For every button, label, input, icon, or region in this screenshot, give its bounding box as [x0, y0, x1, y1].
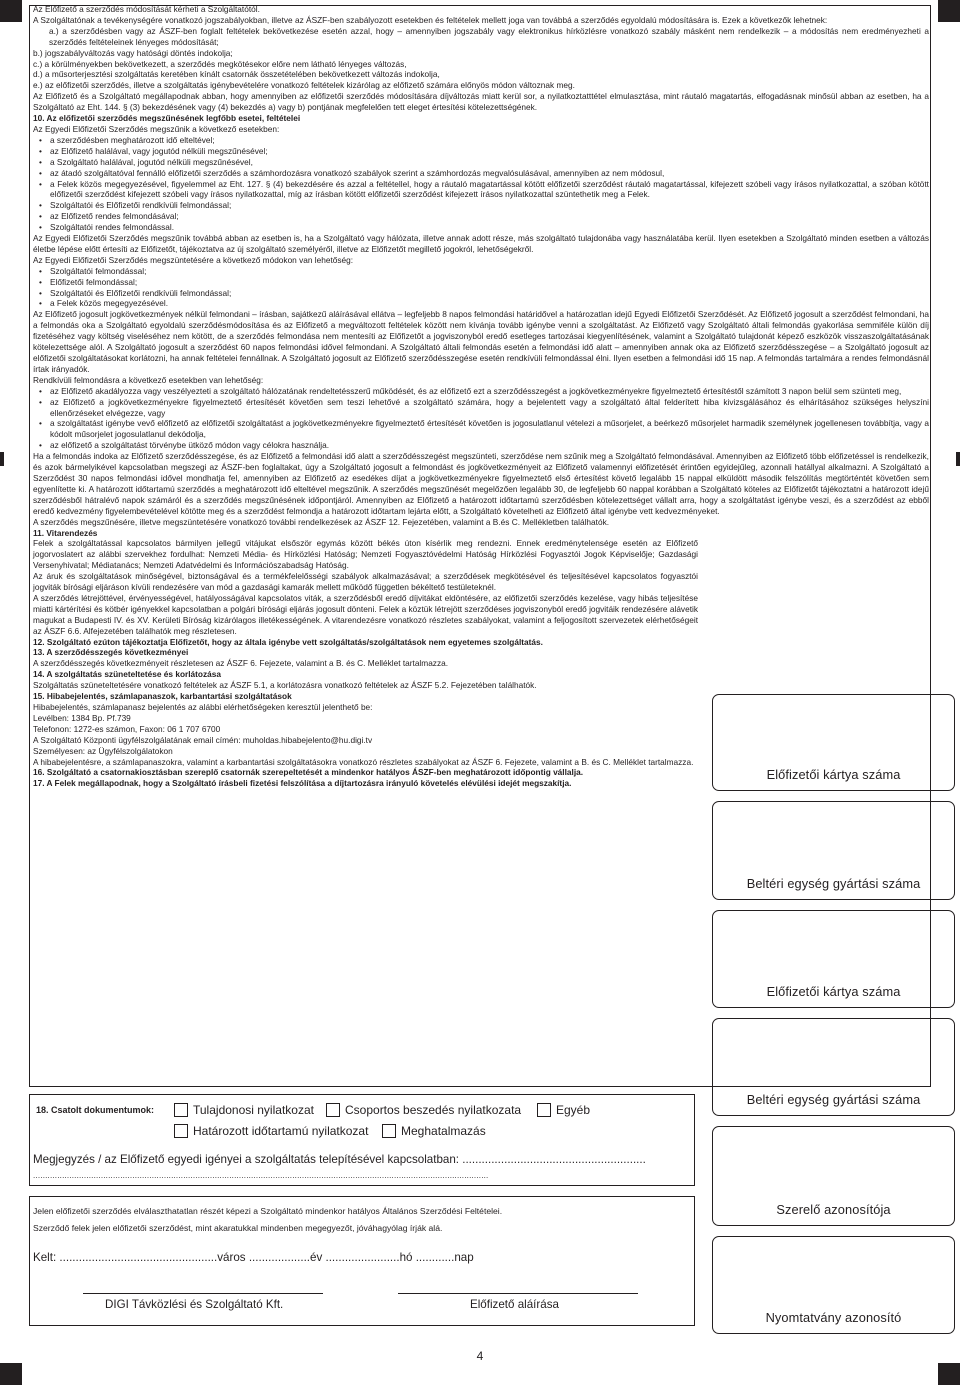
paragraph: A hibabejelentésre, a számlapanaszokra, valamint a karbantartási szolgáltatásokra vonatkozó részletes szabályokat az ÁSZF 6. Fejezete, valamint a B. és C. Melléklet tartalmazza.: [33, 756, 694, 767]
paragraph: Ha a felmondás indoka az Előfizető szerződésszegése, és az Előfizető a felmondási idő alatt a szerződésszegést megszünteti, szerződése nem szűnik meg a Szolgáltató felmondásával. Amennyiben az Előfizető több előfizetéssel is rendelkezik, és azok bármelyikével kapcsolatban megszegi az ÁSZF-ben foglaltakat, úgy a Szolgáltató jogosult a felmondást és jogkövetkezményeit az Előfizető valamennyi előfizetését érintően egyidejűleg, azonnali hatállyal alkalmazni. A Szolgáltató a Szerződést 30 napos felmondási idővel mondhatja fel, amennyiben az Előfizető az esedékes díjat a jogkövetkezményekre figyelmeztető első értesítést követő legalább 15 nappal elküldött második felszólítás megtörténtét követően sem egyenlítette ki. A határozott időtartamú szerződés a meghatározott idő elteltével megszűnik. A szerződés megszűnését megelőzően legalább 30, de legfeljebb 60 nappal korábban a Szolgáltató köteles az Előfizetőt tájékoztatni a határozott idejű szerződésből hátralévő napok számáról és a szerződés megszűnésének időpontjáról. Amennyiben az Előfizető a határozott időtartamú szerződésben kötelezettséget vállalt arra, hogy a szolgáltatást igénybe veszi, és a szerződést az ebből eredő kedvezmény figyelembevételével kötötte meg és a szerződést felmondja a határozott időtartam lejárta előtt, a Szolgáltató követelheti az Előfizető által igénybe vett kedvezményeket.: [33, 451, 929, 516]
list-item: • Szolgáltatói és Előfizetői rendkívüli felmondással;: [33, 288, 929, 299]
narrow-column: [33, 517, 698, 790]
contract-body: [33, 4, 929, 789]
paragraph: Az áruk és szolgáltatások minőségével, biztonságával és a termékfelelősségi szabályok alkalmazásával; a szerződések megkötésével és teljesítésével kapcsolatos fogyasztói jogviták bírósági eljáráson kívüli rendezésére van mód a gazdasági kamarák mellett működő független békéltető testületeknél.: [33, 571, 698, 593]
section-heading: 11. Vitarendezés: [33, 527, 98, 538]
agreement-notice: Szerződő felek jelen előfizetői szerződést, mint akaratukkal mindenben megegyezőt, jóváhagyólag írják alá.: [33, 1223, 443, 1233]
list-item: • a szolgáltatást igénybe vevő előfizető az előfizetői szolgáltatást a jogkövetkezményekre figyelmeztető értesítését követően is jogosulatlanul vételezi a műsorjelet, a beérkező műsorjelet harmadik személynek jogellenesen továbbítja, vagy a kódolt műsorjelet jogosulatlanul dekódolja,: [33, 418, 929, 440]
section-heading: 13. A szerződésszegés következményei: [33, 647, 189, 658]
checkbox-label: Egyéb: [556, 1103, 591, 1117]
section-heading: 15. Hibabejelentés, számlapanaszok, karbantartási szolgáltatások: [33, 691, 292, 702]
box-label: Szerelő azonosítója: [776, 1202, 891, 1217]
list-item: • az Előfizető rendes felmondásával;: [33, 211, 929, 222]
list-item: • az előfizető a szolgáltatást törvénybe ütköző módon vagy célokra használja.: [33, 440, 929, 451]
paragraph: A szerződés megszűnésére, illetve megszüntetésére vonatkozó további rendelkezések az ÁSZF 12. Fejezetében, valamint a B.és C. Mellékletben találhatók.: [33, 516, 610, 527]
attached-documents-title: 18. Csatolt dokumentumok:: [36, 1105, 155, 1115]
clause-a: a.) a szerződésben vagy az ÁSZF-ben foglalt feltételek bekövetkezése esetén azzal, hogy – amennyiben jogszabály vagy elektronikus hírközlésre vonatkozó szabály másként nem rendelkezik – a módosítás nem eredményezheti a szerződés feltételeinek lényeges módosítását;: [49, 25, 929, 47]
list-item: • az Előfizető halálával, vagy jogutód nélküli megszűnésével;: [33, 146, 929, 157]
paragraph: Az Előfizető a szerződés módosítását kérheti a Szolgáltatótól.: [33, 4, 260, 14]
asz-notice: Jelen előfizetői szerződés elválaszthatatlan részét képezi a Szolgáltató mindenkor hatályos Általános Szerződési Feltételei.: [33, 1206, 503, 1216]
installation-note-field[interactable]: Megjegyzés / az Előfizető egyedi igényei a szolgáltatás telepítésével kapcsolatban: .........................................................: [33, 1153, 646, 1166]
registration-mark-top-right: [938, 0, 960, 22]
paragraph: Az Egyedi Előfizetői Szerződés megszüntetésére a következő módokon van lehetőség:: [33, 254, 354, 265]
set-top-box-serial-box[interactable]: [712, 801, 955, 900]
ownership-declaration-checkbox[interactable]: [174, 1103, 188, 1117]
attached-documents-box: [29, 1094, 695, 1186]
other-checkbox[interactable]: [537, 1103, 551, 1117]
clause-c: c.) a körülményekben bekövetkezett, a szerződés megkötésekor előre nem látható lényeges változás,: [33, 58, 407, 69]
section-heading: 16. Szolgáltató a csatornakiosztásban szereplő csatornák szerepeltetését a mindenkor hatályos ÁSZF-ben meghatározott időpontig vállalja.: [33, 767, 584, 778]
paragraph: A Szolgáltató Központi ügyfélszolgálatának email címén: muholdas.hibabejelento@hu.digi.tv: [33, 734, 373, 745]
clause-b: b.) jogszabályváltozás vagy hatósági döntés indokolja;: [33, 47, 233, 58]
installation-note-line[interactable]: ............................................................................................................................................................................................: [33, 1171, 489, 1180]
paragraph: Az Egyedi Előfizetői Szerződés megszűnik továbbá abban az esetben is, ha a Szolgáltató vagy hálózata, illetve annak adott része, más szolgáltató tulajdonába vagy használatába kerül. Ilyen esetekben a Szolgáltató minden esetben a változás életbe lépése előtt értesíti az Előfizetőt, tájékoztatva az új szolgáltató személyéről, illetve az Előfizetőt megillető jogokról, lehetőségekről.: [33, 233, 929, 254]
paragraph: Szolgáltatás szüneteltetésére vonatkozó feltételek az ÁSZF 5.1, a korlátozásra vonatkozó feltételek az ÁSZF 5.2. Fejezetében találhatók.: [33, 680, 537, 691]
paragraph: A szerződésszegés következményeit részletesen az ÁSZF 6. Fejezete, valamint a B. és C. Melléklet tartalmazza.: [33, 658, 449, 669]
fold-mark-left: [0, 452, 4, 466]
date-place-field[interactable]: Kelt: .................................................város ...................év .......................hó ............nap: [33, 1251, 474, 1264]
power-of-attorney-checkbox[interactable]: [382, 1124, 396, 1138]
paragraph: A Szolgáltatónak a tevékenységére vonatkozó jogszabályokban, illetve az ÁSZF-ben szabályozott esetekben és feltételek mellett joga van továbbá a szerződés egyoldalú módosítására is. Ezek a következők lehetnek:: [33, 14, 828, 25]
list-item: • az Előfizető a jogkövetkezményekre figyelmeztető értesítését követően sem teszi lehetővé a szolgáltató számára, hogy a bejelentett vagy a szolgáltató által felderített hiba kivizsgálásához és elhárításához szükséges helyszíni ellenőrzéseket elvégezze, vagy: [33, 397, 929, 419]
list-item: • Szolgáltatói és Előfizetői rendkívüli felmondással;: [33, 200, 929, 211]
form-id-box[interactable]: [712, 1236, 955, 1334]
checkbox-label: Határozott időtartamú nyilatkozat: [193, 1124, 369, 1138]
paragraph: A szerződés létrejöttével, érvényességével, hatályosságával kapcsolatos viták, a szerződésből eredő díjvitákat eldöntésére, az előfizetői szerződés kezelése, vagy hibás teljesítése miatti kártérítési és kötbér igényekkel kapcsolatban a polgári bírósági eljárás jogosult dönteni. Felek a köztük létrejött szerződéses jogviszonyból eredő jogvitáik rendezésére alávetik magukat a Budapesti IV. és XV. Kerületi Bíróság kizárólagos illetékességének. A vitarendezésre vonatkozó részletes szabályokat, valamint a feljogosított szervezetek elérhetőségeit az ÁSZF 6.6. Alfejezetében találhatók meg részletesen.: [33, 592, 698, 636]
section-heading: 10. Az előfizetői szerződés megszűnésének legfőbb esetei, feltételei: [33, 113, 301, 124]
list-item: • Szolgáltatói felmondással;: [33, 266, 929, 277]
installer-id-box[interactable]: [712, 1126, 955, 1226]
signature-box: [29, 1196, 695, 1326]
section-heading: 12. Szolgáltató ezúton tájékoztatja Előfizetőt, hogy az általa igénybe vett szolgáltatás/szolgáltatások nem egyetemes szolgáltatás.: [33, 636, 543, 647]
fold-mark-right: [956, 452, 960, 466]
fixed-term-declaration-checkbox[interactable]: [174, 1124, 188, 1138]
subscriber-card-number-box[interactable]: [712, 694, 955, 791]
list-item: • Szolgáltatói rendes felmondással.: [33, 222, 929, 233]
checkbox-label: Csoportos beszedés nyilatkozata: [345, 1103, 522, 1117]
box-label: Előfizetői kártya száma: [766, 984, 901, 999]
set-top-box-serial-box[interactable]: [712, 1018, 955, 1116]
clause-e: e.) az előfizetői szerződés, illetve a szolgáltatás igénybevételére vonatkozó feltételek kizárólag az előfizető számára előnyös módon változnak meg.: [33, 80, 575, 91]
list-item: • a Felek közös megegyezésével, figyelemmel az Eht. 127. § (4) bekezdésére és azzal a feltétellel, hogy a ráutaló magatartással kötött előfizetői szerződést ráutaló magatartással, kifejezett szóbeli vagy írásos nyilatkozattal, a szóban kötött előfizetői szerződést kifejezett szóbeli vagy írásos nyilatkozattal, míg az írásban kötött előfizetői szerződést kifejezett írásos nyilatkozattal szüntethetik meg a Felek.: [33, 179, 929, 201]
box-label: Nyomtatvány azonosító: [765, 1310, 902, 1325]
registration-mark-bottom-right: [938, 1363, 960, 1385]
provider-signature-label: DIGI Távközlési és Szolgáltató Kft.: [105, 1298, 284, 1311]
id-boxes-column: [706, 688, 955, 1338]
paragraph: Hibabejelentés, számlapanasz bejelentés az alábbi elérhetőségeken keresztül jelenthető be:: [33, 702, 373, 712]
box-label: Beltéri egység gyártási száma: [746, 876, 921, 891]
section-heading: 17. A Felek megállapodnak, hogy a Szolgáltató írásbeli fizetési felszólítása a díjtartozásra irányuló követelés elévülési idejét megszakítja.: [33, 778, 572, 789]
paragraph: Személyesen: az Ügyfélszolgálatokon: [33, 745, 173, 756]
box-label: Beltéri egység gyártási száma: [746, 1092, 921, 1107]
checkbox-label: Meghatalmazás: [401, 1124, 486, 1138]
registration-mark-top-left: [0, 0, 22, 22]
paragraph: Az Előfizető és a Szolgáltató megállapodnak abban, hogy amennyiben az előfizetői szerződés módosítására díjváltozás miatt kerül sor, a nyilatkoztatttétel elmulasztása, mint ráutaló magatartás, elfogadásnak minősül abban az esetben, ha a Szolgáltató az Eht. 144. § (3) bekezdésének vagy (4) bekezdés a) vagy b) pontjának megfelelően tett eleget értesítési kötelezettségének.: [33, 91, 929, 113]
list-item: • a Szolgáltató halálával, jogutód nélküli megszűnésével,: [33, 157, 929, 168]
box-label: Előfizetői kártya száma: [766, 767, 901, 782]
section-heading: 14. A szolgáltatás szüneteltetése és korlátozása: [33, 669, 221, 680]
paragraph: Az Egyedi Előfizetői Szerződés megszűnik a következő esetekben:: [33, 123, 280, 134]
paragraph: Rendkívüli felmondásra a következő esetekben van lehetőség:: [33, 374, 264, 385]
subscriber-card-number-box[interactable]: [712, 910, 955, 1008]
clause-d: d.) a műsorterjesztési szolgáltatás keretében kínált csatornák összetételében bekövetkezett változás indokolja,: [33, 69, 440, 80]
paragraph: Az Előfizető jogosult jogkövetkezmények nélkül felmondani – írásban, sajátkezű aláírásával ellátva – legfeljebb 8 napos felmondási határidővel a határozatlan idejű Egyedi Előfizetői Szerződését. Az Előfizető jogosult a szerződést felmondani, ha a felmondás oka a Szolgáltató egyoldalú szerződésmódosítása és az Előfizető a megváltozott feltételek között nem kívánja tovább igénybe venni a szolgáltatást. Az Előfizető vagy Szolgáltató általi felmondás gyakorlása semmiféle külön díj fizetéséhez vagy költség viseléséhez nem kötött, de a szerződés felmondása nem mentesíti az Előfizetőt a jogviszonyból eredő esetleges tartozásai kiegyenlítésének, valamint a Szolgáltató tulajdonát képező eszközök visszaszolgáltatásának kötelezettsége alól. A Szolgáltató jogosult a szerződést 60 napos felmondási idővel felmondani. A Szolgáltató általi felmondás esetén a felmondási idő alatt – amennyiben annak oka az Előfizető szerződésszegése – a Szolgáltató jogosult az előfizetői szolgáltatásokat korlátozni, ha annak feltételei fennállnak. A Szolgáltató jogosult az Előfizető szerződésszegése esetén rendkívüli felmondással élni. Ilyen esetben a felmondási idő 15 nap. A felmondás tartalmára a rendes felmondásnál írtak irányadók.: [33, 309, 929, 374]
paragraph: Levélben: 1384 Bp. Pf.739: [33, 712, 131, 723]
subscriber-signature-line[interactable]: [398, 1293, 638, 1294]
list-item: • a Felek közös megegyezésével.: [33, 298, 929, 309]
list-item: • Előfizetői felmondással;: [33, 277, 929, 288]
checkbox-label: Tulajdonosi nyilatkozat: [193, 1103, 314, 1117]
subscriber-signature-label: Előfizető aláírása: [470, 1298, 559, 1311]
page-number: 4: [476, 1349, 484, 1363]
paragraph: Telefonon: 1272-es számon, Faxon: 06 1 707 6700: [33, 723, 221, 734]
provider-signature-line[interactable]: [83, 1293, 323, 1294]
list-item: • a szerződésben meghatározott idő elteltével;: [33, 135, 929, 146]
list-item: • az átadó szolgáltatóval fennálló előfizetői szerződés a számhordozásra vonatkozó szabályok szerint a számhordozás megvalósulásával, amennyiben az nem módosul,: [33, 168, 929, 179]
registration-mark-bottom-left: [0, 1363, 22, 1385]
group-collection-checkbox[interactable]: [326, 1103, 340, 1117]
paragraph: Felek a szolgáltatással kapcsolatos bármilyen jellegű vitájukat elsőször egymás között békés úton kísérlik meg rendezni. Ennek eredménytelensége esetén az Előfizető jogorvoslatert az alábbi szervekhez fordulhat: Nemzeti Média- és Hírközlési Hatóság; Nemzeti Fogyasztóvédelmi Hatóság Hírközlési Fogyasztói Jogok Képviselője; Gazdasági Versenyhivatal; Médiatanács; Nemzeti Adatvédelmi és Információszabadság Hatóság.: [33, 538, 698, 571]
list-item: • az Előfizető akadályozza vagy veszélyezteti a szolgáltató hálózatának rendeltetésszerű működését, és az előfizető ezt a szerződésszegést a jogkövetkezményekre figyelmeztető értesítéstől számított 3 napon belül sem szünteti meg,: [33, 386, 929, 397]
